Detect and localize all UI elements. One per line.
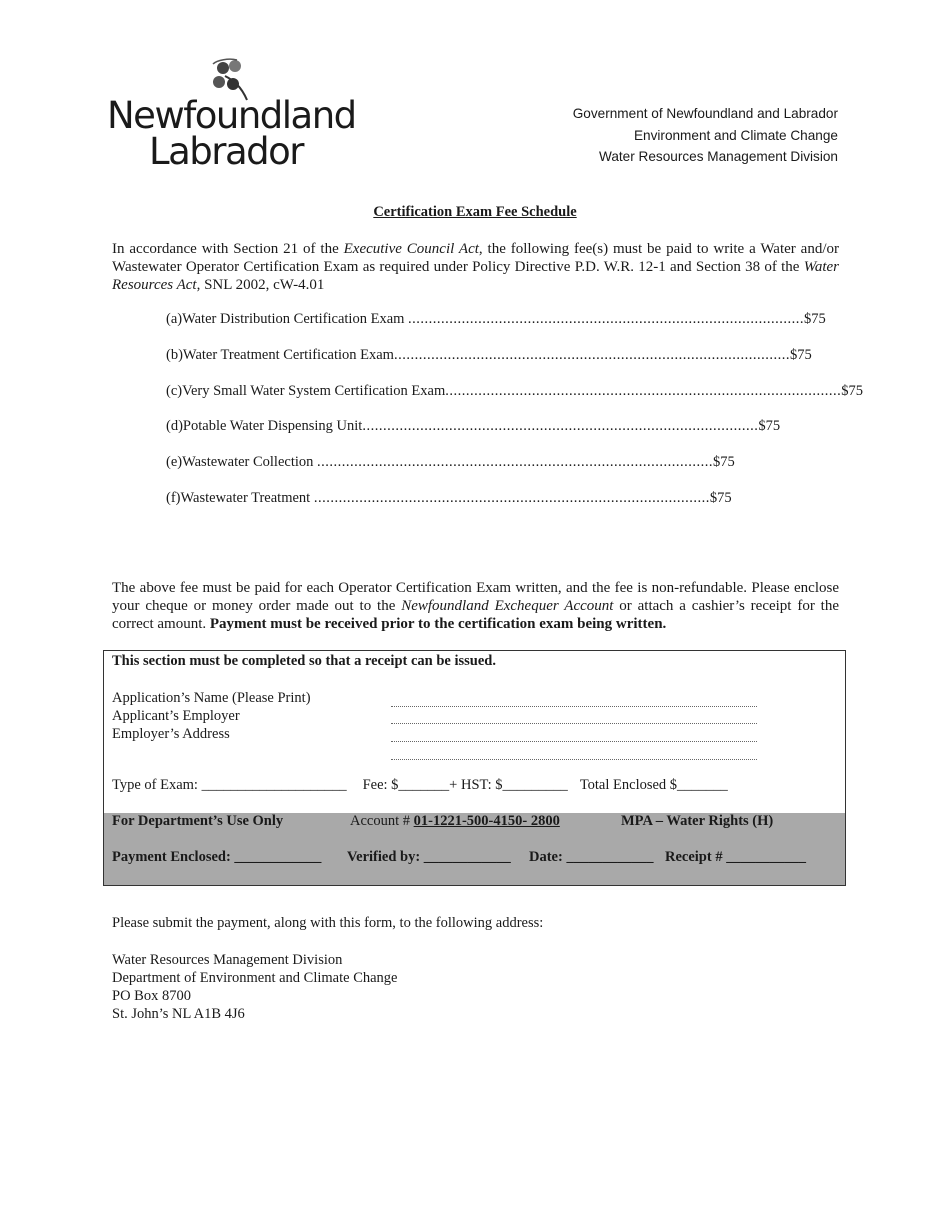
mpa-label: MPA – Water Rights (H) bbox=[621, 813, 774, 829]
address-line: Department of Environment and Climate Change bbox=[112, 970, 398, 986]
department-use-label: For Department’s Use Only bbox=[112, 813, 284, 829]
logo-word-newfoundland: Newfoundland bbox=[107, 94, 356, 137]
employer-address-label: Employer’s Address bbox=[112, 726, 230, 742]
form-heading: This section must be completed so that a receipt can be issued. bbox=[112, 653, 496, 669]
header-line-department: Environment and Climate Change bbox=[633, 127, 838, 143]
header-line-division: Water Resources Management Division bbox=[599, 149, 838, 164]
applicant-employer-label: Applicant’s Employer bbox=[112, 708, 240, 724]
document-title: Certification Exam Fee Schedule bbox=[373, 204, 577, 220]
account-number: Account # 01-1221-500-4150- 2800 bbox=[350, 813, 560, 829]
date-field: Date: ____________ bbox=[529, 849, 654, 865]
logo-word-labrador: Labrador bbox=[149, 130, 303, 173]
fee-item: (b) Water Treatment Certification Exam................................................................................................ $75 bbox=[166, 346, 812, 363]
type-of-exam-field[interactable]: Type of Exam: ____________________ bbox=[112, 777, 347, 793]
intro-paragraph: In accordance with Section 21 of the Executive Council Act, the following fee(s) must be paid to write a Water and/or Wastewater Operator Certification Exam as required under Policy Directive P.D. W.R. 12-1 and Section 38 of the Water Resources Act, SNL 2002, cW-4.01 bbox=[112, 241, 839, 293]
receipt-form bbox=[103, 650, 846, 886]
mailing-address bbox=[112, 951, 398, 1023]
address-line: Water Resources Management Division bbox=[112, 952, 343, 968]
applicant-employer-field[interactable] bbox=[391, 723, 757, 724]
fee-item: (a) Water Distribution Certification Exam ................................................................................................ $75 bbox=[166, 311, 826, 327]
payment-enclosed-field: Payment Enclosed: ____________ bbox=[112, 849, 322, 865]
applicant-name-label: Application’s Name (Please Print) bbox=[112, 690, 311, 706]
fee-item: (c) Very Small Water System Certification Exam................................................................................................ $75 bbox=[166, 382, 863, 399]
nl-logo bbox=[107, 56, 356, 176]
employer-address-field[interactable] bbox=[391, 741, 757, 742]
fee-hst-field[interactable]: Fee: $_______+ HST: $_________ bbox=[362, 777, 568, 793]
header-line-government: Government of Newfoundland and Labrador bbox=[572, 106, 838, 121]
receipt-number-field: Receipt # ___________ bbox=[665, 849, 806, 865]
address-line: PO Box 8700 bbox=[112, 988, 191, 1004]
applicant-name-field[interactable] bbox=[391, 706, 757, 707]
fee-item: (e) Wastewater Collection ................................................................................................ $75 bbox=[166, 454, 735, 471]
fee-list bbox=[166, 311, 863, 526]
address-line: St. John’s NL A1B 4J6 bbox=[112, 1006, 245, 1022]
verified-by-field: Verified by: ____________ bbox=[347, 849, 511, 865]
total-enclosed-field[interactable]: Total Enclosed $_______ bbox=[579, 777, 728, 793]
fee-item: (d) Potable Water Dispensing Unit................................................................................................ $75 bbox=[166, 418, 781, 435]
payment-note: The above fee must be paid for each Operator Certification Exam written, and the fee is non-refundable. Please enclose your cheque or money order made out to the Newfoundland Exchequer Account or attach a cashier’s receipt for the correct amount. Payment must be received prior to the certification exam being written. bbox=[112, 580, 839, 632]
fee-item: (f) Wastewater Treatment ................................................................................................ $75 bbox=[166, 489, 732, 506]
submit-instructions: Please submit the payment, along with this form, to the following address: bbox=[112, 915, 544, 931]
government-header bbox=[573, 103, 838, 168]
employer-address-field-2[interactable] bbox=[391, 759, 757, 760]
department-use-section bbox=[104, 813, 845, 885]
exam-fee-line bbox=[112, 777, 728, 794]
